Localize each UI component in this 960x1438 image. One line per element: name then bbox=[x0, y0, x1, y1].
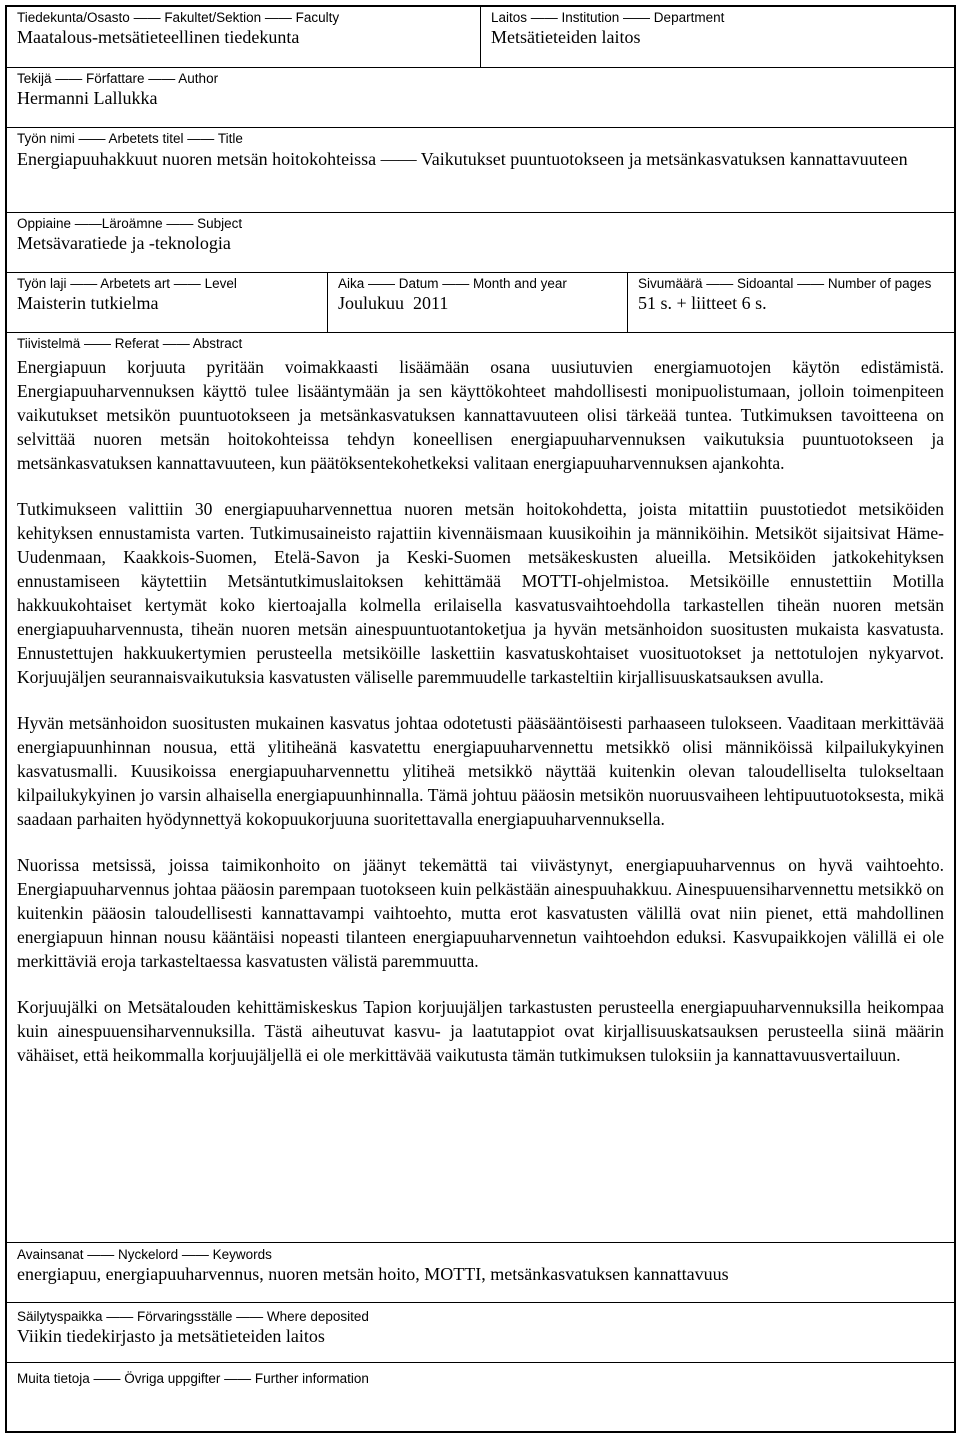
deposited-cell bbox=[7, 1303, 954, 1362]
pages-label: Sivumäärä —— Sidoantal —— Number of pages bbox=[638, 276, 932, 291]
pages-value: 51 s. + liitteet 6 s. bbox=[638, 293, 767, 313]
title-cell bbox=[7, 128, 954, 212]
subject-label: Oppiaine ——Läroämne —— Subject bbox=[17, 216, 243, 231]
abstract-label: Tiivistelmä —— Referat —— Abstract bbox=[17, 336, 243, 351]
deposited-value: Viikin tiedekirjasto ja metsätieteiden laitos bbox=[17, 1326, 325, 1346]
title-label: Työn nimi —— Arbetets titel —— Title bbox=[17, 131, 243, 146]
abstract-paragraph: Korjuujälki on Metsätalouden kehittämiskeskus Tapion korjuujäljen tarkastusten perusteella energiapuuharvennuksilla heikompaa kuin ainespuuensiharvennuksilla. Tästä aiheutuvat kasvu- ja laatutappiot ovat kirjallisuuskatsauksen perusteella siinä määrin vähäiset, että heikommalla korjuujäljellä ei ole merkittävää vaikutusta tämän tutkimuksen tuloksiin ja kannattavuusvertailuun. bbox=[17, 997, 944, 1065]
abstract-paragraph: Nuorissa metsissä, joissa taimikonhoito on jäänyt tekemättä tai viivästynyt, energiapuuharvennus on hyvä vaihtoehto. Energiapuuharvennus johtaa pääosin parempaan tuotokseen kuin pelkästään ainespuuhakkuu. Ainespuuensiharvennettu metsikkö on kuitenkin pääosin taloudellisesti kannattavampi vaihtoehto, mutta erot kasvatusten välillä ovat niin pienet, että mahdollinen energiapuun hinnan nousu kääntäisi nopeasti tilanteen energiapuuharvennetun vaihtoehdon eduksi. Kasvupaikkojen välillä ei ole merkittäviä eroja tarkasteltaessa kasvatusten välistä paremmuutta. bbox=[17, 855, 944, 971]
subject-cell bbox=[7, 213, 954, 272]
author-label: Tekijä —— Författare —— Author bbox=[17, 71, 219, 86]
level-date-pages-row bbox=[7, 273, 954, 333]
author-cell bbox=[7, 68, 954, 127]
pages-cell bbox=[627, 273, 954, 332]
department-cell bbox=[480, 7, 954, 67]
further-row bbox=[7, 1363, 954, 1431]
abstract-paragraph: Tutkimukseen valittiin 30 energiapuuharvennettua nuoren metsän hoitokohdetta, joista mitattiin puustotiedot metsiköiden kehityksen ennustamista varten. Tutkimusaineisto rajattiin kivennäismaan kuusikoihin ja männiköihin. Metsiköt sijaitsivat Häme-Uudenmaan, Kaakkois-Suomen, Etelä-Savon ja Keski-Suomen metsäkeskusten alueilla. Metsiköiden jatkokehityksen ennustamiseen käytettiin Metsäntutkimuslaitoksen kehittämää MOTTI-ohjelmistoa. Metsiköille ennustettiin Motilla hakkuukohtaiset kertymät koko kiertoajalla kolmella erilaisella kasvatusvaihtoehdolla tarkastellen tiheän nuoren metsän energiapuuharvennusta, tiheän nuoren metsän ainespuuntuotantoketjua ja hyvän metsänhoidon suositusten mukaista kasvatusta. Ennustettujen hakkuukertymien perusteella metsiköille laskettiin kasvatuskohtaiset vuosituotokset ja nettotulojen nykyarvot. Korjuujäljen seurannaisvaikutuksia kasvatusten väliselle paremmuudelle tarkasteltiin kirjallisuuskatsauksen avulla. bbox=[17, 499, 944, 687]
abstract-cell bbox=[7, 333, 954, 1242]
subject-value: Metsävaratiede ja -teknologia bbox=[17, 233, 231, 253]
faculty-label: Tiedekunta/Osasto —— Fakultet/Sektion —— Faculty bbox=[17, 10, 340, 25]
faculty-cell bbox=[7, 7, 480, 67]
subject-row bbox=[7, 213, 954, 273]
author-value: Hermanni Lallukka bbox=[17, 88, 158, 108]
department-value: Metsätieteiden laitos bbox=[491, 27, 641, 47]
keywords-row bbox=[7, 1243, 954, 1303]
date-label: Aika —— Datum —— Month and year bbox=[338, 276, 567, 291]
keywords-label: Avainsanat —— Nyckelord —— Keywords bbox=[17, 1247, 272, 1262]
deposited-row bbox=[7, 1303, 954, 1363]
deposited-label: Säilytyspaikka —— Förvaringsställe —— Where deposited bbox=[17, 1309, 369, 1324]
abstract-paragraph: Hyvän metsänhoidon suositusten mukainen kasvatus johtaa odotetusti pääsääntöisesti parhaaseen tulokseen. Vaaditaan merkittävää energiapuunhinnan nousua, että ylitiheänä kasvatettu energiapuuharvennettu metsikkö olisi männiköissä kilpailukykyinen kasvatusmalli. Kuusikoissa energiapuuharvennettu ylitiheä metsikkö näyttää kuitenkin olevan taloudelliselta tulokseltaan kilpailukykyinen jo varsin alhaisella energiapuunhinnalla. Tämä johtuu pääosin metsikön nuoruusvaiheen lehtipuutuotoksesta, mikä saadaan parhaiten hyödynnettyä kokopuukorjuuna suoritettavalla energiapuuharvennuksella. bbox=[17, 713, 944, 829]
abstract-paragraph: Energiapuun korjuuta pyritään voimakkaasti lisäämään osana uusiutuvien energiamuotojen käytön edistämistä. Energiapuuharvennuksen käyttö tulee lisääntymään ja sen käyttökohteet mahdollisesti monipuolistumaan, jolloin toimenpiteen vaikutukset metsikön puuntuotokseen ja metsänkasvatuksen kannattavuuteen olisi tärkeää tuntea. Tutkimuksen tavoitteena on selvittää nuoren metsän hoitokohteissa tehdyn koneellisen energiapuuharvennuksen vaikutuksia puuntuotokseen ja metsänkasvatuksen kannattavuuteen, kun päätöksentekohetkeksi valitaan energiapuuharvennuksen ajankohta. bbox=[17, 357, 944, 473]
level-cell bbox=[7, 273, 327, 332]
title-row bbox=[7, 128, 954, 213]
level-value: Maisterin tutkielma bbox=[17, 293, 159, 313]
faculty-value: Maatalous-metsätieteellinen tiedekunta bbox=[17, 27, 300, 47]
further-cell bbox=[7, 1363, 954, 1431]
abstract-row bbox=[7, 333, 954, 1243]
abstract-form bbox=[5, 5, 956, 1433]
keywords-value: energiapuu, energiapuuharvennus, nuoren metsän hoito, MOTTI, metsänkasvatuksen kannattavuus bbox=[17, 1264, 729, 1284]
level-label: Työn laji —— Arbetets art —— Level bbox=[17, 276, 237, 291]
date-cell bbox=[327, 273, 627, 332]
faculty-department-row bbox=[7, 7, 954, 68]
further-label: Muita tietoja —— Övriga uppgifter —— Further information bbox=[17, 1371, 369, 1386]
department-label: Laitos —— Institution —— Department bbox=[491, 10, 725, 25]
keywords-cell bbox=[7, 1243, 954, 1302]
title-value: Energiapuuhakkuut nuoren metsän hoitokohteissa —— Vaikutukset puuntuotokseen ja metsänkasvatuksen kannattavuuteen bbox=[17, 149, 908, 169]
date-value: Joulukuu 2011 bbox=[338, 293, 449, 313]
author-row bbox=[7, 68, 954, 128]
